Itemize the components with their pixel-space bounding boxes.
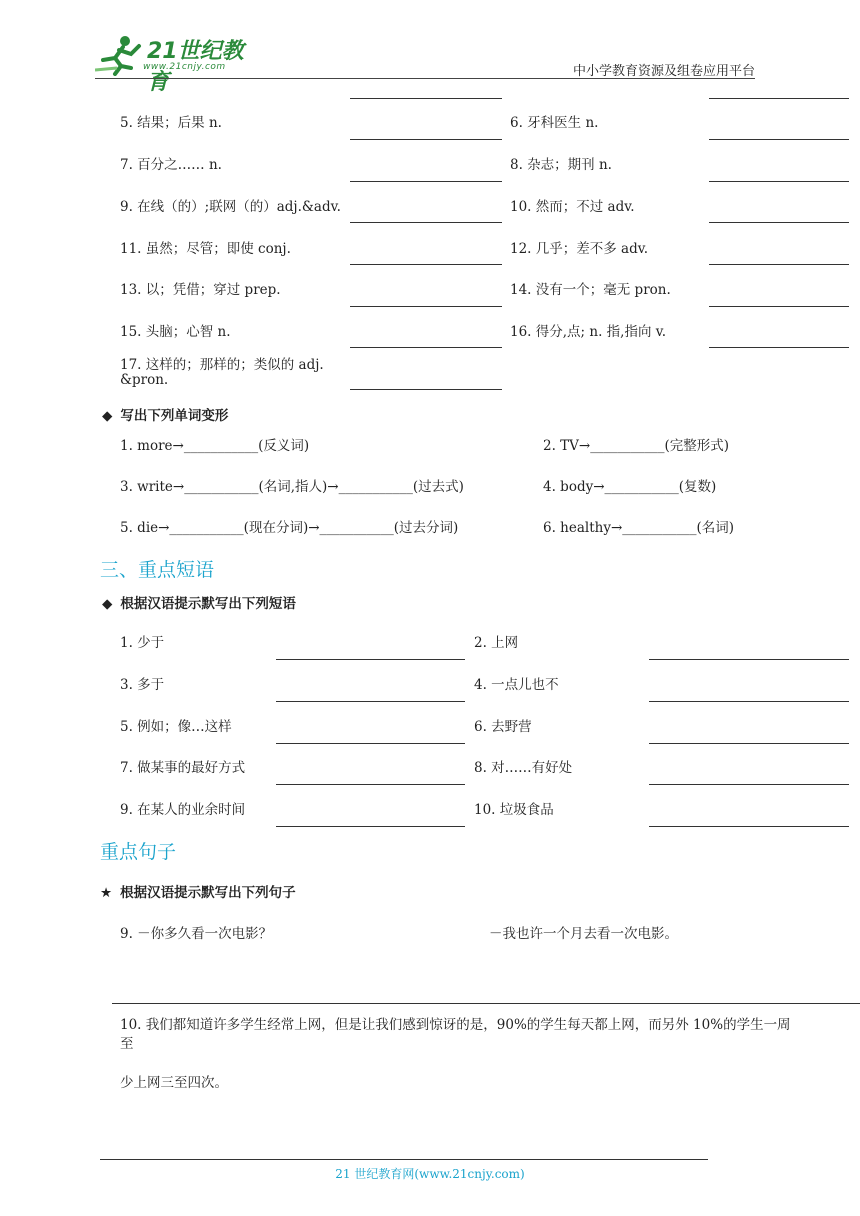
phrase-item: 2. 上网 (474, 635, 519, 651)
answer-line (709, 139, 849, 140)
sentence-10-line3: 少上网三至四次。 (120, 1075, 228, 1091)
site-logo (95, 34, 265, 95)
answer-line (350, 389, 502, 390)
vocab-item: 7. 百分之…… n. (120, 157, 222, 173)
footer-divider (100, 1159, 708, 1160)
answer-line (276, 659, 465, 660)
answer-line (350, 347, 502, 348)
vocab-item: 8. 杂志；期刊 n. (510, 157, 612, 173)
vocab-item-cont: &pron. (120, 372, 169, 388)
answer-line (709, 98, 849, 99)
phrase-item: 3. 多于 (120, 677, 165, 693)
answer-line (276, 826, 465, 827)
sentence-10-line2: 至 (120, 1036, 134, 1052)
answer-line (709, 347, 849, 348)
answer-line (276, 701, 465, 702)
answer-line (350, 181, 502, 182)
phrase-item: 8. 对……有好处 (474, 760, 573, 776)
answer-line (709, 306, 849, 307)
phrase-item: 9. 在某人的业余时间 (120, 802, 246, 818)
vocab-item: 6. 牙科医生 n. (510, 115, 599, 131)
runner-icon (95, 34, 145, 76)
answer-line (709, 264, 849, 265)
vocab-item: 5. 结果；后果 n. (120, 115, 222, 131)
phrase-item: 6. 去野营 (474, 719, 532, 735)
vocab-item: 17. 这样的；那样的；类似的 adj. (120, 357, 324, 373)
logo-text: 21世纪教育 (147, 39, 244, 95)
platform-name: 中小学教育资源及组卷应用平台 (572, 64, 755, 79)
phrase-item: 7. 做某事的最好方式 (120, 760, 246, 776)
answer-line (709, 222, 849, 223)
star-bullet-icon: ★ (100, 885, 113, 901)
answer-line (649, 743, 849, 744)
phrase-item: 10. 垃圾食品 (474, 802, 554, 818)
answer-line (709, 181, 849, 182)
vocab-item: 10. 然而；不过 adv. (510, 199, 635, 215)
answer-line (350, 139, 502, 140)
vocab-item: 12. 几乎；差不多 adv. (510, 241, 649, 257)
answer-line (649, 826, 849, 827)
vocab-item: 15. 头脑；心智 n. (120, 324, 231, 340)
answer-line (649, 784, 849, 785)
logo-url: www.21cnjy.com (143, 62, 226, 72)
phrase-item: 5. 例如；像…这样 (120, 719, 232, 735)
vocab-item: 9. 在线（的）;联网（的）adj.&adv. (120, 199, 341, 215)
answer-line (112, 1003, 860, 1004)
answer-line (276, 784, 465, 785)
vocab-item: 11. 虽然；尽管；即使 conj. (120, 241, 291, 257)
section-heading-sentences: 重点句子 (100, 841, 177, 863)
answer-line (276, 743, 465, 744)
sentence-9-question: 9. －你多久看一次电影？ (120, 926, 273, 942)
section-heading-phrases: 三、重点短语 (100, 559, 215, 581)
diamond-bullet-icon: ◆ (102, 596, 113, 612)
phrases-title: ◆ 根据汉语提示默写出下列短语 (102, 596, 296, 612)
phrase-item: 1. 少于 (120, 635, 165, 651)
word-form-item: 1. more→___________(反义词) (120, 438, 310, 454)
diamond-bullet-icon: ◆ (102, 408, 113, 424)
word-form-item: 3. write→___________(名词,指人)→___________(过去式) (120, 479, 464, 495)
word-form-item: 4. body→___________(复数) (543, 479, 717, 495)
sentences-title: ★ 根据汉语提示默写出下列句子 (100, 885, 296, 901)
word-form-item: 6. healthy→___________(名词) (543, 520, 735, 536)
answer-line (350, 264, 502, 265)
sentence-9-answer: －我也许一个月去看一次电影。 (489, 926, 678, 942)
sentence-10-line1: 10. 我们都知道许多学生经常上网，但是让我们感到惊讶的是，90%的学生每天都上网，而另外 10%的学生一周 (120, 1017, 791, 1033)
word-form-item: 5. die→___________(现在分词)→___________(过去分词) (120, 520, 459, 536)
answer-line (350, 306, 502, 307)
vocab-item: 14. 没有一个；毫无 pron. (510, 282, 671, 298)
vocab-item: 16. 得分,点; n. 指,指向 v. (510, 324, 667, 340)
footer-text: 21 世纪教育网(www.21cnjy.com) (335, 1167, 525, 1181)
answer-line (350, 222, 502, 223)
answer-line (649, 659, 849, 660)
answer-line (649, 701, 849, 702)
word-forms-title: ◆ 写出下列单词变形 (102, 408, 229, 424)
answer-line (350, 98, 502, 99)
header-divider (95, 78, 755, 79)
vocab-item: 13. 以；凭借；穿过 prep. (120, 282, 281, 298)
word-form-item: 2. TV→___________(完整形式) (543, 438, 730, 454)
phrase-item: 4. 一点儿也不 (474, 677, 559, 693)
